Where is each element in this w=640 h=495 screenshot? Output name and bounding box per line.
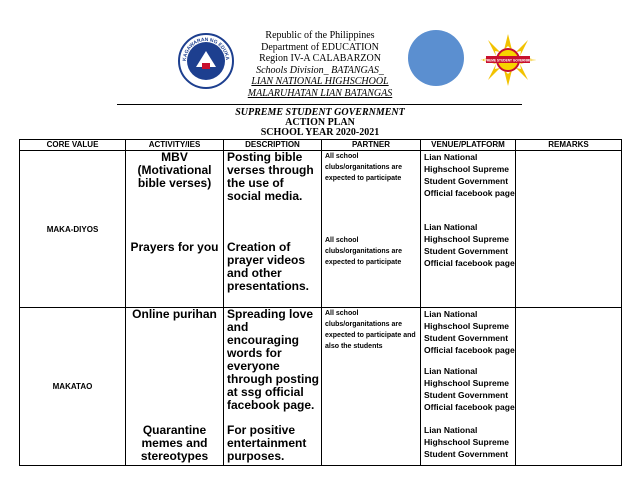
remarks-cell <box>516 308 622 466</box>
description-cell <box>224 151 322 308</box>
document-title <box>0 108 640 138</box>
header-line-3: Region IV-A CALABARZON <box>259 53 381 65</box>
venue-item: Lian National Highschool Supreme Student Government Official facebook page <box>424 366 515 412</box>
col-core-value: CORE VALUE <box>20 140 126 151</box>
venue-item: Lian National Highschool Supreme Student Government Official facebook page <box>424 152 515 198</box>
deped-seal-text: KAGAWARAN NG EDUKA <box>181 36 231 62</box>
activity-cell <box>126 308 224 466</box>
activity-item: MBV (Motivational bible verses) <box>137 150 212 190</box>
letterhead-text <box>230 30 410 100</box>
description-cell <box>224 308 322 466</box>
remarks-cell <box>516 151 622 308</box>
header-line-2: Department of EDUCATION <box>261 41 379 53</box>
activity-item: Prayers for you <box>130 240 219 254</box>
activity-item: Online purihan <box>132 307 217 321</box>
col-description: DESCRIPTION <box>224 140 322 151</box>
ssg-seal-text: SUPREME STUDENT GOVERNMENT <box>480 58 536 63</box>
title-year: SCHOOL YEAR 2020-2021 <box>260 127 380 138</box>
placeholder-circle-logo <box>408 30 464 86</box>
col-partner: PARTNER <box>322 140 421 151</box>
table-row <box>20 151 622 308</box>
school-address: MALARUHATAN LIAN BATANGAS <box>247 87 393 99</box>
core-value-cell: MAKA-DIYOS <box>20 151 126 308</box>
header-line-1: Republic of the Philippines <box>265 30 375 41</box>
partner-item: All school clubs/organitations are expected to participate <box>325 153 403 182</box>
action-plan-table <box>19 139 622 466</box>
activity-cell <box>126 151 224 308</box>
partner-cell <box>322 308 421 466</box>
core-value-cell: MAKATAO <box>20 308 126 466</box>
header-divider <box>117 104 522 105</box>
venue-item: Lian National Highschool Supreme Student Government <box>424 425 510 459</box>
table-row <box>20 308 622 466</box>
deped-seal-icon <box>178 33 234 89</box>
table-header-row <box>20 140 622 151</box>
description-item: Spreading love and encouraging words for everyone through posting at ssg official facebook page. <box>227 307 319 412</box>
partner-item: All school clubs/organitations are expected to participate <box>325 237 403 266</box>
ssg-seal-icon <box>478 32 538 88</box>
partner-item: All school clubs/organitations are expected to participate and also the students <box>325 310 416 350</box>
activity-item: Quarantine memes and stereotypes <box>140 423 209 463</box>
col-venue: VENUE/PLATFORM <box>421 140 516 151</box>
venue-item: Lian National Highschool Supreme Student Government Official facebook page <box>424 309 515 355</box>
venue-item: Lian National Highschool Supreme Student Government Official facebook page <box>424 222 515 268</box>
venue-cell <box>421 151 516 308</box>
title-doc: ACTION PLAN <box>285 117 355 128</box>
col-remarks: REMARKS <box>516 140 622 151</box>
partner-cell <box>322 151 421 308</box>
letterhead <box>0 0 640 110</box>
description-item: For positive entertainment purposes. <box>227 423 307 463</box>
venue-cell <box>421 308 516 466</box>
school-name: LIAN NATIONAL HIGHSCHOOL <box>251 76 389 88</box>
title-org: SUPREME STUDENT GOVERNMENT <box>235 107 405 118</box>
description-item: Creation of prayer videos and other presentations. <box>227 240 310 293</box>
description-item: Posting bible verses through the use of social media. <box>227 150 314 203</box>
col-activity: ACTIVITY/IES <box>126 140 224 151</box>
schools-division: Schools Division_ BATANGAS_ <box>256 64 384 76</box>
